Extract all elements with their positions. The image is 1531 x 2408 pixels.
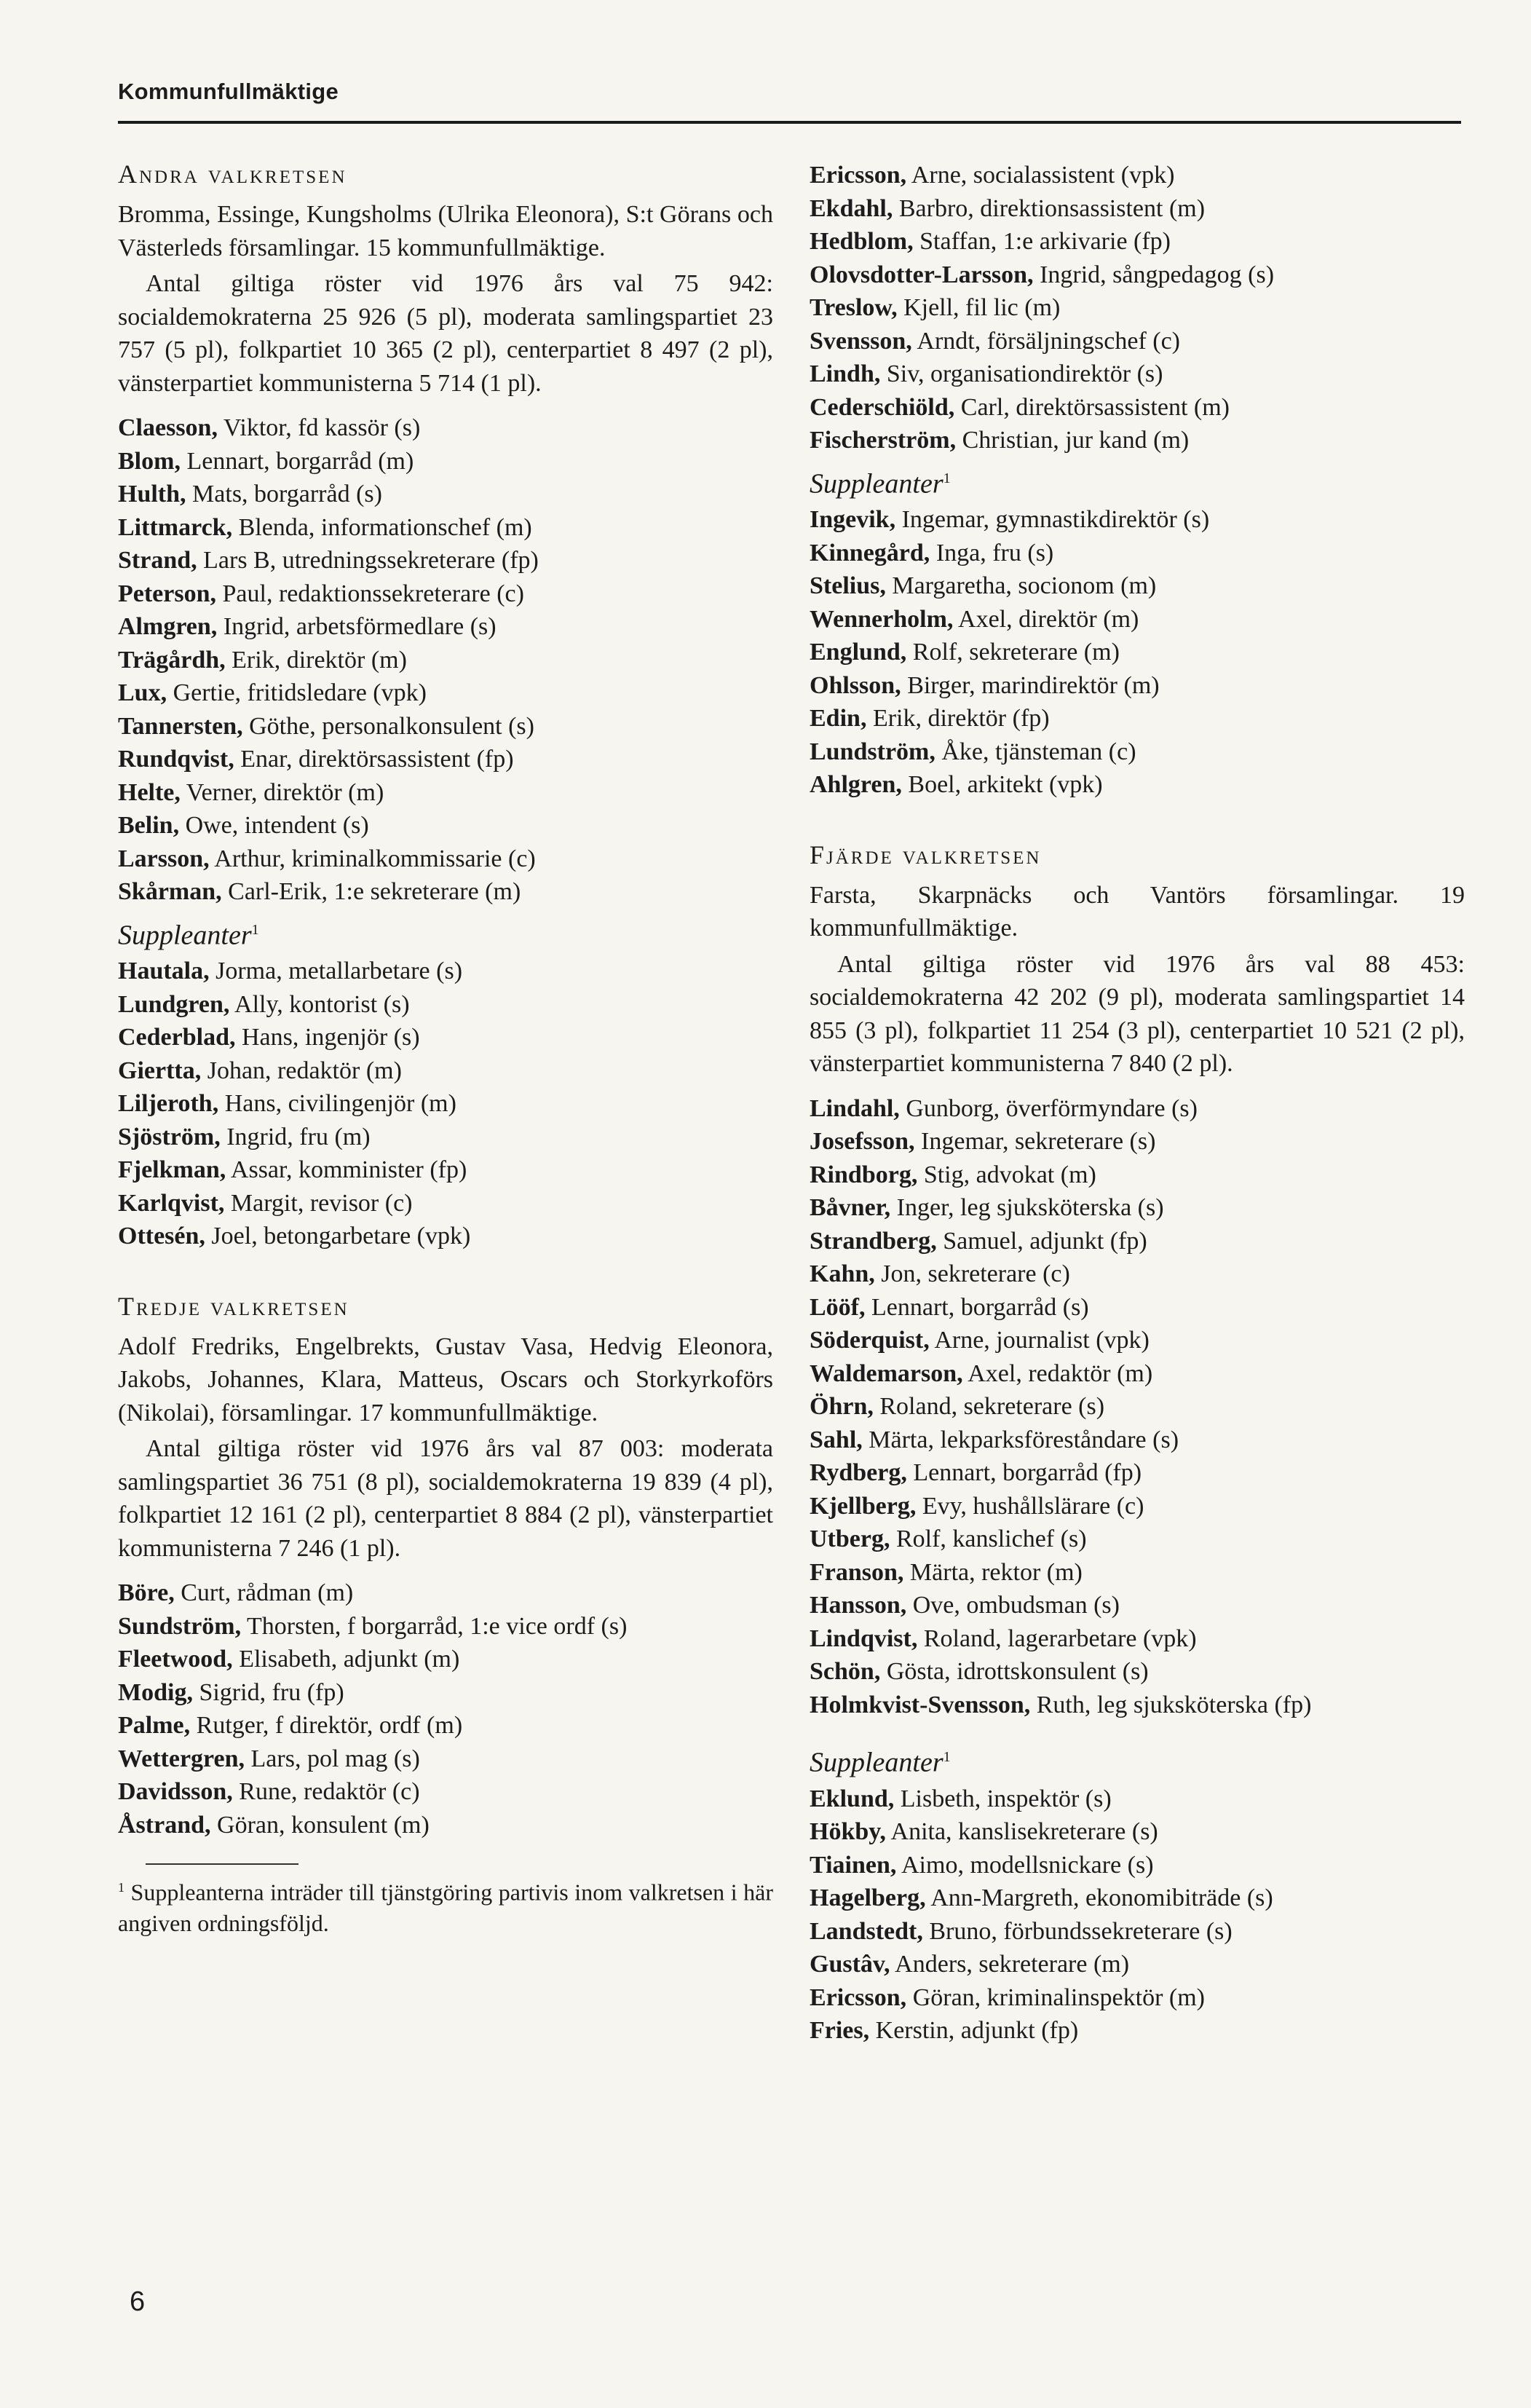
member-surname: Utberg,	[810, 1525, 890, 1553]
member-surname: Stelius,	[810, 572, 886, 600]
list-item	[118, 1610, 773, 1643]
member-surname: Franson,	[810, 1558, 904, 1586]
list-item	[118, 1187, 773, 1220]
member-details: Hans, ingenjör (s)	[235, 1024, 420, 1051]
list-item	[810, 1981, 1465, 2015]
member-details: Arthur, kriminalkommissarie (c)	[209, 845, 536, 872]
fjarde-description: Farsta, Skarpnäcks och Vantörs församlingar. 19 kommunfullmäktige.	[810, 881, 1465, 942]
left-column	[118, 159, 773, 1938]
member-surname: Kjellberg,	[810, 1492, 917, 1520]
member-details: Lars, pol mag (s)	[245, 1745, 420, 1772]
member-details: Margaretha, socionom (m)	[885, 572, 1157, 600]
member-details: Märta, lekparksföreståndare (s)	[862, 1426, 1179, 1453]
tredje-suppleanter	[810, 503, 1465, 802]
member-surname: Davidsson,	[118, 1778, 233, 1806]
member-details: Göran, konsulent (m)	[210, 1811, 430, 1839]
member-surname: Söderquist,	[810, 1327, 930, 1354]
member-details: Anders, sekreterare (m)	[890, 1951, 1130, 1978]
member-surname: Peterson,	[118, 580, 217, 607]
fjarde-stats: Antal giltiga röster vid 1976 års val 88 453: socialdemokraterna 42 202 (9 pl), moderata samlingspartiet 14 855 (3 pl), folkpartiet 11 254 (3 pl), centerpartiet 10 521 (2 pl), vänsterpartiet kommunisterna 7 840 (2 pl).	[810, 950, 1465, 1078]
member-details: Ingrid, arbetsförmedlare (s)	[217, 613, 497, 640]
member-details: Erik, direktör (m)	[225, 646, 407, 674]
list-item	[810, 159, 1465, 192]
member-surname: Edin,	[810, 705, 867, 733]
list-item	[810, 1655, 1465, 1689]
member-surname: Eklund,	[810, 1785, 895, 1812]
list-item	[118, 1220, 773, 1253]
list-item	[810, 2014, 1465, 2048]
member-surname: Landstedt,	[810, 1917, 923, 1945]
list-item	[118, 644, 773, 677]
member-surname: Karlqvist,	[118, 1189, 225, 1217]
member-surname: Sahl,	[810, 1426, 863, 1453]
member-details: Barbro, direktionsassistent (m)	[893, 194, 1206, 222]
member-details: Roland, sekreterare (s)	[873, 1393, 1105, 1421]
member-details: Anita, kanslisekreterare (s)	[885, 1818, 1158, 1846]
member-details: Elisabeth, adjunkt (m)	[232, 1646, 460, 1673]
member-details: Arne, journalist (vpk)	[929, 1327, 1150, 1354]
member-surname: Lindh,	[810, 360, 881, 387]
list-item	[118, 577, 773, 611]
tredje-members	[118, 1576, 773, 1841]
list-item	[118, 610, 773, 644]
list-item	[810, 1357, 1465, 1391]
member-surname: Ottesén,	[118, 1223, 205, 1250]
member-details: Inger, leg sjuksköterska (s)	[890, 1194, 1164, 1222]
member-details: Hans, civilingenjör (m)	[218, 1090, 456, 1118]
list-item	[118, 776, 773, 810]
list-item	[118, 1087, 773, 1121]
list-item	[810, 702, 1465, 735]
list-item	[810, 735, 1465, 769]
fjarde-supp-heading: Suppleanter$^1$	[810, 1747, 951, 1778]
member-surname: Fleetwood,	[118, 1646, 233, 1673]
member-surname: Almgren,	[118, 613, 218, 640]
list-item	[118, 1643, 773, 1676]
member-details: Johan, redaktör (m)	[201, 1057, 402, 1084]
member-surname: Hansson,	[810, 1592, 907, 1619]
list-item	[118, 1121, 773, 1154]
member-details: Arndt, försäljningschef (c)	[911, 327, 1181, 355]
member-surname: Trägårdh,	[118, 646, 226, 674]
member-details: Carl-Erik, 1:e sekreterare (m)	[221, 878, 521, 905]
list-item	[810, 1092, 1465, 1126]
member-details: Göthe, personalkonsulent (s)	[242, 712, 534, 740]
list-item	[118, 988, 773, 1022]
andra-heading: Andra valkretsen	[118, 159, 347, 189]
list-item	[118, 710, 773, 743]
list-item	[118, 676, 773, 710]
member-details: Lennart, borgarråd (m)	[180, 447, 414, 475]
member-surname: Palme,	[118, 1712, 191, 1740]
member-details: Christian, jur kand (m)	[956, 427, 1190, 454]
member-details: Göran, kriminalinspektör (m)	[906, 1983, 1205, 2011]
member-details: Åke, tjänsteman (c)	[935, 738, 1136, 765]
member-surname: Fischerström,	[810, 427, 957, 454]
list-item	[810, 1225, 1465, 1258]
member-surname: Lööf,	[810, 1293, 866, 1321]
tredje-description: Adolf Fredriks, Engelbrekts, Gustav Vasa, Hedvig Eleonora, Jakobs, Johannes, Klara, Matteus, Oscars och Storkyrkoförs (Nikolai), församlingar. 17 kommunfullmäktige.	[118, 1333, 773, 1426]
member-surname: Sundström,	[118, 1612, 242, 1640]
member-details: Joel, betongarbetare (vpk)	[205, 1223, 471, 1250]
member-surname: Åstrand,	[118, 1811, 211, 1839]
list-item	[810, 391, 1465, 425]
list-item	[118, 1576, 773, 1610]
member-surname: Ahlgren,	[810, 771, 902, 799]
member-surname: Ingevik,	[810, 506, 896, 534]
member-surname: Lundström,	[810, 738, 935, 765]
member-surname: Sjöström,	[118, 1123, 221, 1150]
list-item	[118, 955, 773, 988]
member-details: Erik, direktör (fp)	[866, 705, 1050, 733]
list-item	[810, 192, 1465, 226]
member-surname: Littmarck,	[118, 513, 233, 541]
member-surname: Strandberg,	[810, 1227, 937, 1255]
list-item	[810, 603, 1465, 636]
list-item	[810, 225, 1465, 258]
list-item	[810, 1424, 1465, 1457]
member-surname: Holmkvist-Svensson,	[810, 1691, 1031, 1718]
list-item	[810, 1125, 1465, 1158]
member-surname: Hautala,	[118, 958, 210, 985]
member-surname: Wennerholm,	[810, 605, 954, 633]
member-surname: Lindqvist,	[810, 1625, 918, 1652]
member-surname: Lundgren,	[118, 990, 230, 1018]
member-surname: Hagelberg,	[810, 1884, 926, 1912]
member-surname: Rydberg,	[810, 1459, 907, 1487]
member-details: Jon, sekreterare (c)	[874, 1260, 1070, 1288]
member-surname: Kinnegård,	[810, 539, 930, 567]
member-details: Kerstin, adjunkt (fp)	[869, 2017, 1079, 2045]
member-details: Mats, borgarråd (s)	[186, 481, 382, 508]
list-item	[810, 1915, 1465, 1949]
header-rule	[118, 121, 1461, 124]
member-surname: Böre,	[118, 1579, 175, 1607]
member-details: Carl, direktörsassistent (m)	[954, 393, 1230, 421]
member-surname: Ericsson,	[810, 162, 907, 189]
member-details: Birger, marindirektör (m)	[901, 671, 1160, 699]
member-surname: Belin,	[118, 812, 180, 839]
list-item	[810, 1158, 1465, 1192]
list-item	[810, 1456, 1465, 1490]
andra-description: Bromma, Essinge, Kungsholms (Ulrika Eleonora), S:t Görans och Västerleds församlingar. 15 kommunfullmäktige.	[118, 201, 773, 261]
member-details: Margit, revisor (c)	[224, 1189, 413, 1217]
member-surname: Hulth,	[118, 481, 186, 508]
member-details: Ingrid, sångpedagog (s)	[1033, 261, 1275, 288]
member-details: Roland, lagerarbetare (vpk)	[917, 1625, 1197, 1652]
member-surname: Schön,	[810, 1658, 881, 1686]
list-item	[810, 636, 1465, 669]
list-item	[810, 1589, 1465, 1622]
list-item	[118, 875, 773, 909]
member-surname: Strand,	[118, 547, 197, 574]
list-item	[118, 1742, 773, 1776]
member-surname: Rindborg,	[810, 1161, 918, 1188]
list-item	[810, 669, 1465, 703]
member-surname: Olovsdotter-Larsson,	[810, 261, 1034, 288]
member-details: Enar, direktörsassistent (fp)	[234, 746, 514, 773]
member-surname: Lindahl,	[810, 1094, 900, 1122]
member-details: Ruth, leg sjuksköterska (fp)	[1030, 1691, 1312, 1718]
member-surname: Wettergren,	[118, 1745, 245, 1772]
member-details: Paul, redaktionssekreterare (c)	[216, 580, 524, 607]
member-details: Jorma, metallarbetare (s)	[209, 958, 463, 985]
footnote-rule	[146, 1863, 298, 1865]
list-item	[810, 1815, 1465, 1849]
fjarde-suppleanter	[810, 1783, 1465, 2048]
andra-suppleanter	[118, 955, 773, 1253]
member-details: Sigrid, fru (fp)	[192, 1678, 344, 1706]
member-details: Viktor, fd kassör (s)	[217, 414, 421, 441]
member-details: Blenda, informationschef (m)	[232, 513, 532, 541]
member-details: Axel, direktör (m)	[953, 605, 1139, 633]
member-details: Rolf, kanslichef (s)	[890, 1525, 1087, 1553]
list-item	[118, 842, 773, 876]
member-surname: Cederblad,	[118, 1024, 236, 1051]
member-surname: Hökby,	[810, 1818, 886, 1846]
member-details: Bruno, förbundssekreterare (s)	[922, 1917, 1233, 1945]
member-surname: Ekdahl,	[810, 194, 893, 222]
member-surname: Fries,	[810, 2017, 870, 2045]
list-item	[810, 291, 1465, 325]
list-item	[810, 1390, 1465, 1424]
list-item	[810, 1258, 1465, 1291]
member-details: Rune, redaktör (c)	[232, 1778, 420, 1806]
list-item	[810, 1556, 1465, 1590]
member-details: Gunborg, överförmyndare (s)	[899, 1094, 1198, 1122]
member-surname: Josefsson,	[810, 1128, 915, 1156]
member-details: Gösta, idrottskonsulent (s)	[880, 1658, 1149, 1686]
member-surname: Blom,	[118, 447, 181, 475]
member-details: Curt, rådman (m)	[174, 1579, 354, 1607]
list-item	[118, 809, 773, 842]
member-details: Boel, arkitekt (vpk)	[901, 771, 1103, 799]
list-item	[810, 1291, 1465, 1325]
member-surname: Båvner,	[810, 1194, 891, 1222]
list-item	[810, 1191, 1465, 1225]
page-number: 6	[130, 2286, 146, 2317]
list-item	[810, 358, 1465, 391]
andra-members	[118, 411, 773, 909]
member-surname: Tiainen,	[810, 1851, 897, 1879]
member-surname: Öhrn,	[810, 1393, 874, 1421]
member-details: Assar, komminister (fp)	[226, 1156, 467, 1184]
list-item	[118, 1676, 773, 1710]
member-surname: Fjelkman,	[118, 1156, 226, 1184]
right-column	[810, 159, 1465, 2048]
list-item	[118, 1153, 773, 1187]
member-surname: Lux,	[118, 679, 167, 706]
list-item	[118, 1775, 773, 1809]
list-item	[810, 1689, 1465, 1722]
list-item	[118, 1054, 773, 1088]
list-item	[810, 1849, 1465, 1882]
member-details: Märta, rektor (m)	[903, 1558, 1083, 1586]
member-details: Aimo, modellsnickare (s)	[896, 1851, 1154, 1879]
member-surname: Tannersten,	[118, 712, 243, 740]
tredje-supp-heading: Suppleanter$^1$	[810, 468, 951, 500]
tredje-stats: Antal giltiga röster vid 1976 års val 87 003: moderata samlingspartiet 36 751 (8 pl), socialdemokraterna 19 839 (4 pl), folkpartiet 12 161 (2 pl), centerpartiet 8 884 (2 pl), vänsterpartiet kommunisterna 7 246 (1 pl).	[118, 1435, 773, 1562]
member-surname: Giertta,	[118, 1057, 202, 1084]
list-item	[810, 1324, 1465, 1357]
list-item	[810, 569, 1465, 603]
member-details: Kjell, fil lic (m)	[897, 294, 1061, 321]
member-surname: Liljeroth,	[118, 1090, 219, 1118]
andra-supp-heading: Suppleanter$^1$	[118, 920, 259, 951]
member-details: Axel, redaktör (m)	[962, 1359, 1153, 1387]
list-item	[810, 537, 1465, 570]
member-details: Rolf, sekreterare (m)	[906, 639, 1120, 666]
list-item	[810, 258, 1465, 292]
member-surname: Svensson,	[810, 327, 912, 355]
page-header: Kommunfullmäktige	[118, 79, 339, 104]
list-item	[810, 1783, 1465, 1816]
member-details: Lisbeth, inspektör (s)	[894, 1785, 1112, 1812]
list-item	[118, 544, 773, 577]
list-item	[118, 743, 773, 776]
member-details: Inga, fru (s)	[930, 539, 1054, 567]
member-surname: Modig,	[118, 1678, 193, 1706]
member-details: Ove, ombudsman (s)	[906, 1592, 1120, 1619]
list-item	[810, 424, 1465, 457]
member-details: Samuel, adjunkt (fp)	[936, 1227, 1147, 1255]
member-details: Ingemar, sekreterare (s)	[914, 1128, 1156, 1156]
member-details: Gertie, fritidsledare (vpk)	[167, 679, 427, 706]
list-item	[118, 445, 773, 478]
member-surname: Gustâv,	[810, 1951, 890, 1978]
member-surname: Helte,	[118, 778, 181, 806]
andra-stats: Antal giltiga röster vid 1976 års val 75 942: socialdemokraterna 25 926 (5 pl), moderata samlingspartiet 23 757 (5 pl), folkpartiet 10 365 (2 pl), centerpartiet 8 497 (2 pl), vänsterpartiet kommunisterna 5 714 (1 pl).	[118, 270, 773, 397]
member-details: Thorsten, f borgarråd, 1:e vice ordf (s)	[241, 1612, 628, 1640]
tredje-members-cont	[810, 159, 1465, 457]
member-details: Lars B, utredningssekreterare (fp)	[197, 547, 539, 574]
member-details: Lennart, borgarråd (fp)	[906, 1459, 1142, 1487]
member-surname: Cederschiöld,	[810, 393, 955, 421]
member-surname: Waldemarson,	[810, 1359, 963, 1387]
member-details: Ally, kontorist (s)	[229, 990, 410, 1018]
member-surname: Larsson,	[118, 845, 210, 872]
member-details: Stig, advokat (m)	[917, 1161, 1096, 1188]
member-surname: Englund,	[810, 639, 907, 666]
list-item	[118, 1709, 773, 1742]
list-item	[810, 1490, 1465, 1523]
list-item	[118, 511, 773, 545]
member-details: Ann-Margreth, ekonomibiträde (s)	[925, 1884, 1273, 1912]
list-item	[118, 1809, 773, 1842]
member-details: Verner, direktör (m)	[180, 778, 384, 806]
member-surname: Ohlsson,	[810, 671, 901, 699]
list-item	[118, 411, 773, 445]
list-item	[118, 478, 773, 511]
member-details: Siv, organisationdirektör (s)	[880, 360, 1163, 387]
fjarde-members	[810, 1092, 1465, 1722]
list-item	[810, 768, 1465, 802]
member-surname: Hedblom,	[810, 228, 914, 255]
member-details: Ingrid, fru (m)	[220, 1123, 371, 1150]
list-item	[810, 1523, 1465, 1556]
footnote: $^1$ Suppleanterna inträder till tjänstgöring partivis inom valkretsen i här angiven ordningsföljd.	[118, 1879, 773, 1936]
list-item	[118, 1021, 773, 1054]
list-item	[810, 325, 1465, 358]
member-details: Staffan, 1:e arkivarie (fp)	[913, 228, 1171, 255]
member-surname: Treslow,	[810, 294, 898, 321]
list-item	[810, 1882, 1465, 1915]
list-item	[810, 1948, 1465, 1981]
member-details: Arne, socialassistent (vpk)	[906, 162, 1175, 189]
member-details: Rutger, f direktör, ordf (m)	[190, 1712, 463, 1740]
list-item	[810, 1622, 1465, 1656]
member-details: Lennart, borgarråd (s)	[865, 1293, 1089, 1321]
member-surname: Skårman,	[118, 878, 222, 905]
member-details: Evy, hushållslärare (c)	[916, 1492, 1144, 1520]
member-details: Owe, intendent (s)	[179, 812, 369, 839]
member-surname: Kahn,	[810, 1260, 875, 1288]
tredje-heading: Tredje valkretsen	[118, 1291, 349, 1321]
list-item	[810, 503, 1465, 537]
member-surname: Claesson,	[118, 414, 218, 441]
member-details: Ingemar, gymnastikdirektör (s)	[895, 506, 1210, 534]
member-surname: Rundqvist,	[118, 746, 234, 773]
fjarde-heading: Fjärde valkretsen	[810, 840, 1042, 869]
member-surname: Ericsson,	[810, 1983, 907, 2011]
